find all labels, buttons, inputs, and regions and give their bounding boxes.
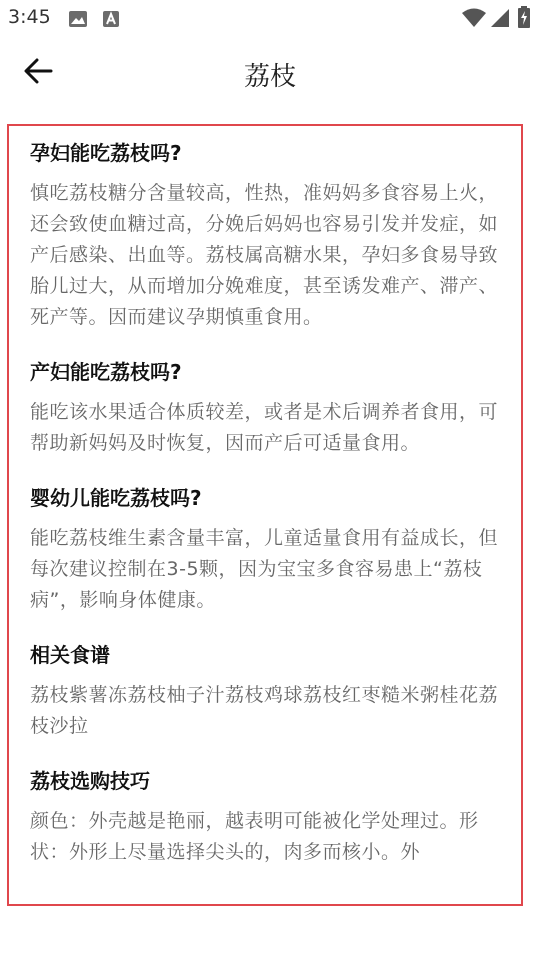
wifi-icon	[462, 8, 486, 32]
content-area	[30, 128, 510, 892]
section-body: 颜色：外壳越是艳丽，越表明可能被化学处理过。形状：外形上尽量选择尖头的，肉多而核小。外	[30, 810, 479, 863]
status-bar	[0, 0, 540, 38]
section-recipes	[30, 640, 510, 742]
section-infant	[30, 483, 510, 616]
font-app-icon	[102, 10, 120, 32]
page-title: 荔枝	[243, 62, 296, 92]
section-postpartum	[30, 357, 510, 459]
app-bar	[0, 38, 540, 110]
section-body: 能吃荔枝维生素含量丰富，儿童适量食用有益成长，但每次建议控制在3-5颗，因为宝宝多食容易患上“荔枝病”，影响身体健康。	[30, 527, 499, 611]
image-icon	[68, 10, 88, 32]
section-pregnant	[30, 138, 510, 333]
section-body: 慎吃荔枝糖分含量较高，性热，准妈妈多食容易上火，还会致使血糖过高，分娩后妈妈也容易引发并发症，如产后感染、出血等。荔枝属高糖水果，孕妇多食易导致胎儿过大，从而增加分娩难度，甚至诱发难产、滞产、死产等。因而建议孕期慎重食用。	[30, 182, 499, 328]
section-body: 荔枝紫薯冻荔枝柚子汁荔枝鸡球荔枝红枣糙米粥桂花荔枝沙拉	[30, 684, 499, 737]
signal-icon	[490, 8, 510, 32]
section-title: 相关食谱	[30, 643, 110, 667]
section-title: 孕妇能吃荔枝吗?	[30, 141, 182, 165]
section-title: 婴幼儿能吃荔枝吗?	[30, 486, 202, 510]
status-time: 3:45	[8, 6, 51, 28]
section-title: 产妇能吃荔枝吗?	[30, 360, 182, 384]
battery-icon	[518, 6, 530, 32]
section-buying-tips	[30, 766, 510, 868]
section-body: 能吃该水果适合体质较差，或者是术后调养者食用，可帮助新妈妈及时恢复，因而产后可适量食用。	[30, 401, 499, 454]
section-title: 荔枝选购技巧	[30, 769, 150, 793]
